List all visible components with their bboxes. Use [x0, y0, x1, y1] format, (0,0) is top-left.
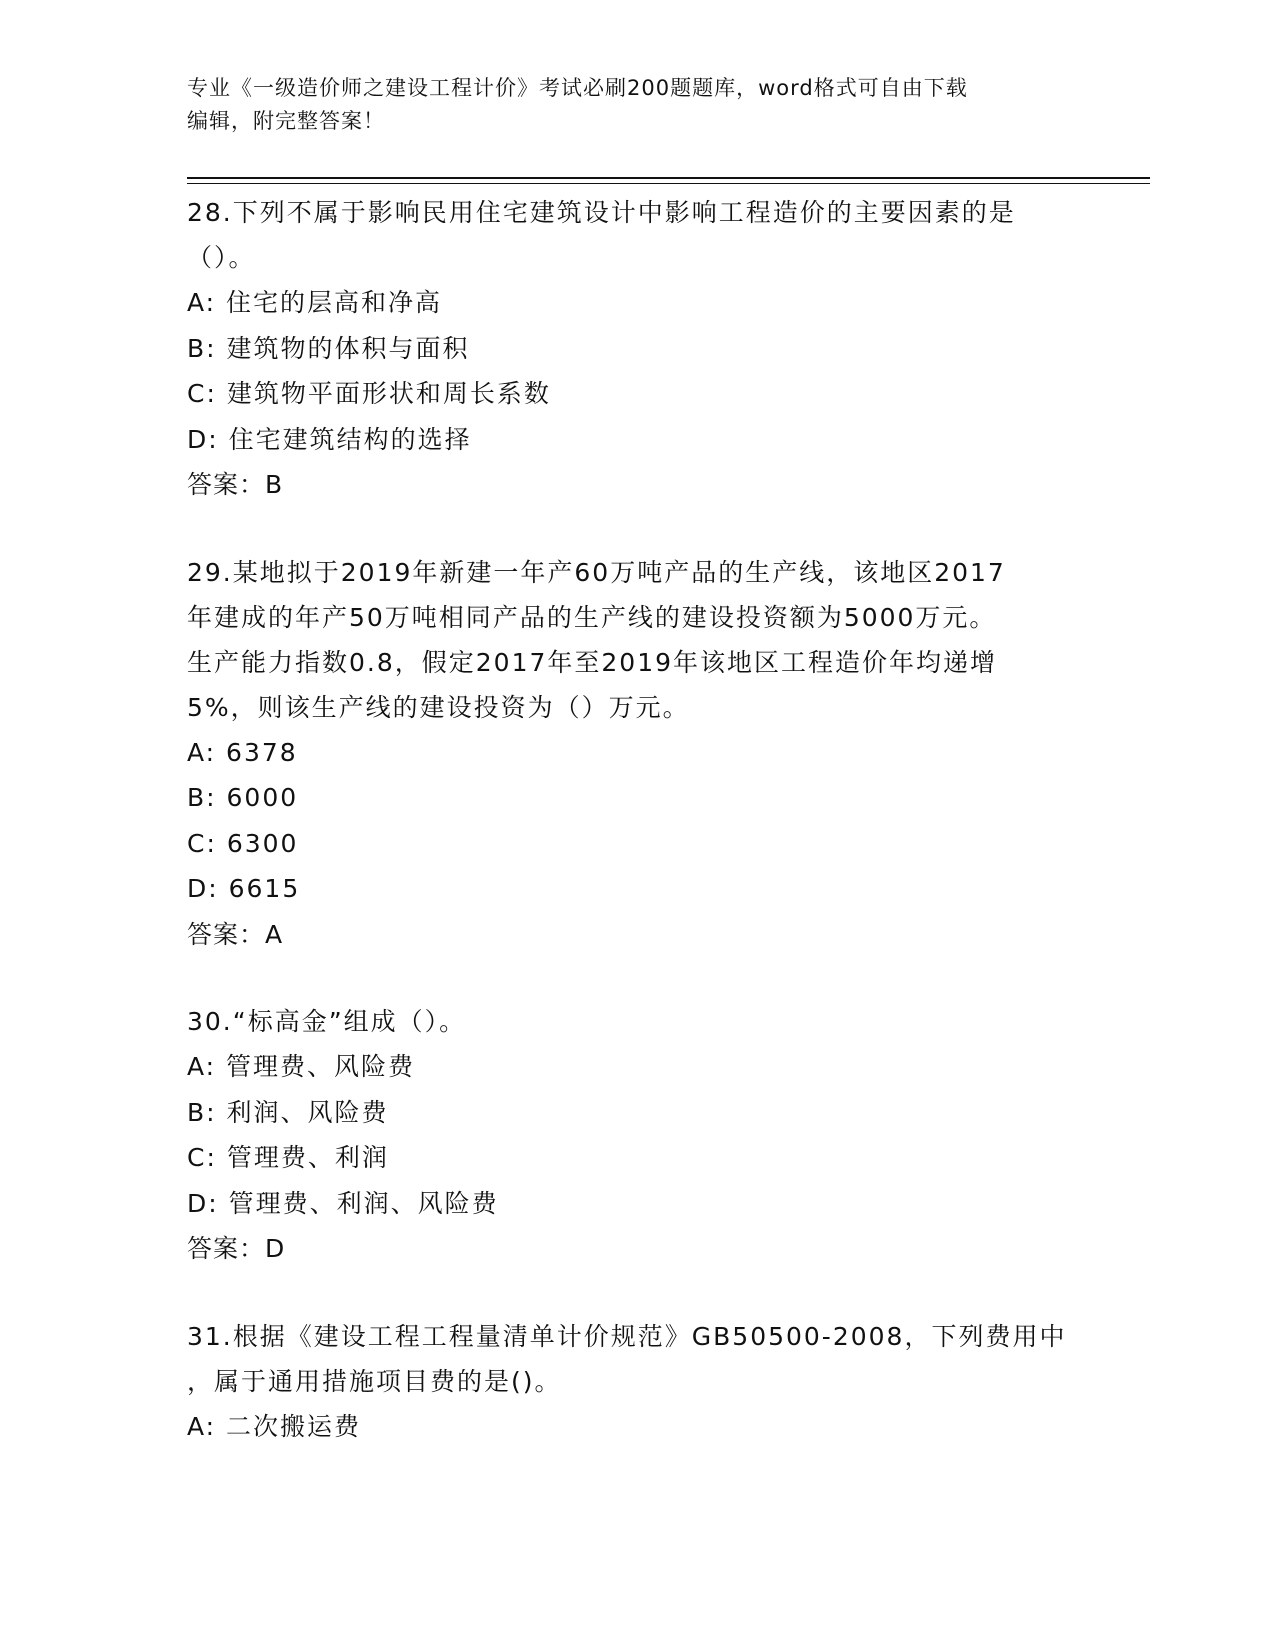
question-text-line: 年建成的年产50万吨相同产品的生产线的建设投资额为5000万元。 — [187, 602, 997, 632]
answer-line: 答案：B — [187, 470, 284, 499]
option-a: A: 6378 — [187, 737, 298, 767]
option-a: A: 住宅的层高和净高 — [187, 288, 443, 317]
option-d: D: 6615 — [187, 874, 301, 903]
header-line-2: 编辑，附完整答案！ — [187, 109, 385, 133]
question-list — [187, 190, 1087, 1491]
option-d: D: 住宅建筑结构的选择 — [187, 424, 472, 454]
document-header — [187, 72, 1087, 138]
question-text-line: 31.根据《建设工程工程量清单计价规范》GB50500-2008，下列费用中 — [187, 1321, 1067, 1351]
answer-line: 答案：D — [187, 1234, 286, 1263]
header-divider-thin — [187, 183, 1150, 184]
question-29 — [187, 550, 1087, 958]
question-text-line: （）。 — [187, 243, 256, 272]
option-b: B: 6000 — [187, 783, 299, 812]
option-a: A: 二次搬运费 — [187, 1411, 362, 1441]
question-28 — [187, 190, 1087, 508]
option-b: B: 利润、风险费 — [187, 1097, 389, 1127]
question-text-line: 29.某地拟于2019年新建一年产60万吨产品的生产线，该地区2017 — [187, 557, 1006, 587]
question-31 — [187, 1314, 1087, 1450]
question-text-line: ，属于通用措施项目费的是()。 — [187, 1366, 562, 1396]
option-d: D: 管理费、利润、风险费 — [187, 1188, 499, 1218]
question-text-line: 28.下列不属于影响民用住宅建筑设计中影响工程造价的主要因素的是 — [187, 198, 1016, 227]
answer-line: 答案：A — [187, 919, 284, 949]
option-b: B: 建筑物的体积与面积 — [187, 333, 470, 363]
option-a: A: 管理费、风险费 — [187, 1052, 416, 1081]
option-c: C: 建筑物平面形状和周长系数 — [187, 379, 551, 408]
question-30 — [187, 999, 1087, 1272]
question-text-line: 30.“标高金”组成（）。 — [187, 1007, 467, 1036]
question-text-line: 5%，则该生产线的建设投资为（）万元。 — [187, 692, 690, 722]
option-c: C: 管理费、利润 — [187, 1143, 389, 1172]
option-c: C: 6300 — [187, 828, 299, 858]
header-divider-thick — [187, 177, 1150, 179]
question-text-line: 生产能力指数0.8，假定2017年至2019年该地区工程造价年均递增 — [187, 647, 998, 677]
header-line-1: 专业《一级造价师之建设工程计价》考试必刷200题题库，word格式可自由下载 — [187, 76, 968, 100]
